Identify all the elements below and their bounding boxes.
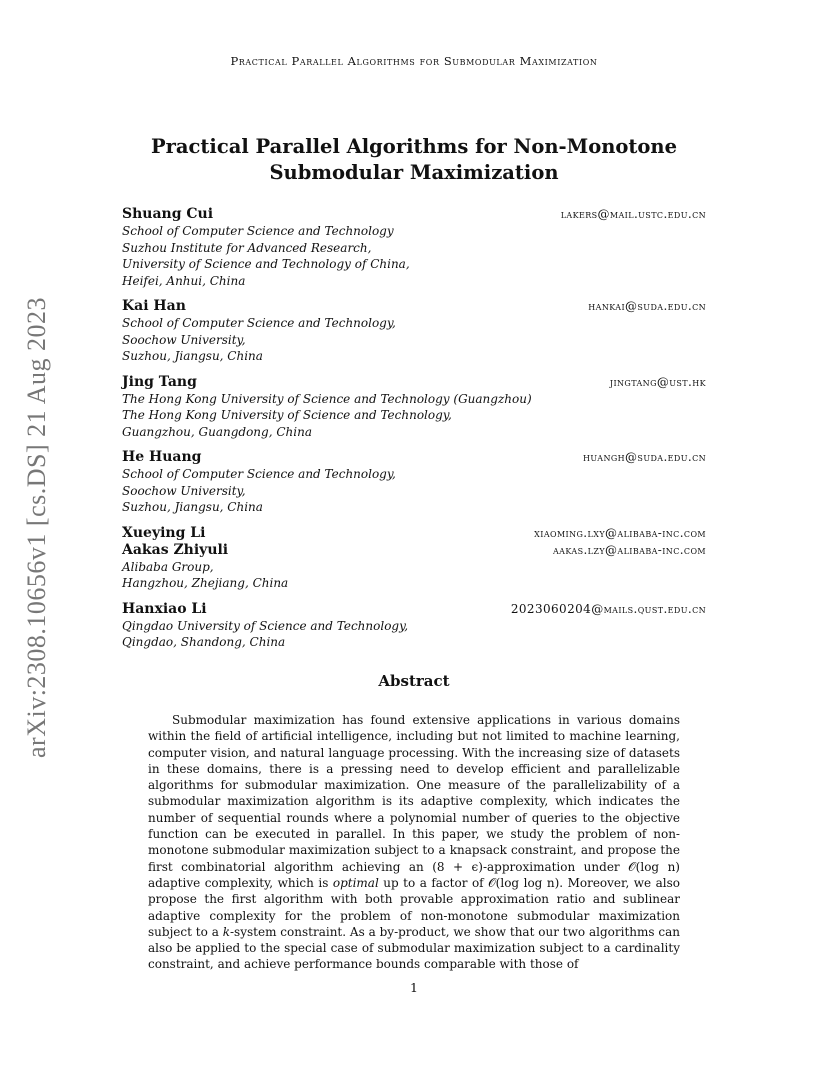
author-block xyxy=(122,449,706,516)
abstract-text: . Moreover, we also propose the first algorithm with both provable approximation ratio and sublinear adaptive complexity for the problem of non-monotone submodular maximization subject to a xyxy=(148,875,680,939)
adaptive-complexity: 𝒪(log n) xyxy=(628,859,680,874)
affiliation-line: University of Science and Technology of China, xyxy=(122,257,410,271)
affiliation-line: The Hong Kong University of Science and Technology (Guangzhou) xyxy=(122,391,532,406)
author-block xyxy=(122,601,706,651)
author-name: Shuang Cui xyxy=(122,206,214,222)
abstract-paragraph xyxy=(148,712,680,973)
author-block xyxy=(122,374,706,441)
author-email: 2023060204@mails.qust.edu.cn xyxy=(510,601,706,616)
affiliation-line: Alibaba Group, xyxy=(122,559,214,574)
abstract-text: Submodular maximization has found extensive applications in various domains within the field of artificial intelligence, including but not limited to machine learning, computer vision, and natural language processing. With the increasing size of datasets in these domains, there is a pressing need to develop efficient and parallelizable algorithms for submodular maximization. One measure of the parallelizability of a submodular maximization algorithm is its adaptive complexity, which indicates the number of sequential rounds where a polynomial number of queries to the objective function can be executed in parallel. In this paper, we study the problem of non-monotone submodular maximization subject to a knapsack constraint, and propose the first combinatorial algorithm achieving an xyxy=(148,713,680,874)
abstract-text: adaptive complexity, which is xyxy=(148,875,333,890)
arxiv-side-stamp: arXiv:2308.10656v1 [cs.DS] 21 Aug 2023 xyxy=(22,297,51,758)
approximation-ratio: (8 + ϵ) xyxy=(432,859,483,874)
affiliation-line: Guangzhou, Guangdong, China xyxy=(122,424,312,439)
affiliation-line: Heifei, Anhui, China xyxy=(122,273,246,288)
abstract-text: -approximation under xyxy=(482,859,629,874)
factor-expression: 𝒪(log log n) xyxy=(488,875,560,890)
affiliation-line: Suzhou, Jiangsu, China xyxy=(122,500,263,514)
author-list xyxy=(122,206,706,660)
affiliation-line: Qingdao, Shandong, China xyxy=(122,635,286,649)
author-name: Kai Han xyxy=(122,298,186,314)
emphasis-optimal: optimal xyxy=(332,875,379,890)
author-name: Aakas Zhiyuli xyxy=(122,541,229,558)
abstract-text: -system constraint. As a by-product, we show that our two algorithms can also be applied to the special case of submodular maximization subject to a cardinality constraint, and achieve performance bounds comparable with those of xyxy=(148,924,680,972)
running-head: Practical Parallel Algorithms for Submodular Maximization xyxy=(230,54,598,68)
author-email: hankai@suda.edu.cn xyxy=(588,299,706,313)
affiliation-line: School of Computer Science and Technology xyxy=(122,224,394,238)
paper-title xyxy=(0,134,828,186)
abstract-text: up to a factor of xyxy=(378,875,489,890)
k-variable: k xyxy=(222,924,230,939)
affiliation-line: Suzhou, Jiangsu, China xyxy=(122,349,263,363)
affiliation-line: Suzhou Institute for Advanced Research, xyxy=(122,240,372,255)
abstract-heading: Abstract xyxy=(378,672,450,690)
author-email: aakas.lzy@alibaba-inc.com xyxy=(552,542,706,557)
author-name: Xueying Li xyxy=(122,524,206,541)
affiliation-line: The Hong Kong University of Science and Technology, xyxy=(122,408,452,422)
title-line-1: Practical Parallel Algorithms for Non-Monotone xyxy=(150,135,678,158)
author-email: huangh@suda.edu.cn xyxy=(583,450,706,464)
affiliation-line: Hangzhou, Zhejiang, China xyxy=(122,576,289,590)
affiliation-line: Qingdao University of Science and Technology, xyxy=(122,618,409,633)
author-name: He Huang xyxy=(122,449,202,465)
page-number: 1 xyxy=(410,980,418,995)
author-block xyxy=(122,206,706,289)
title-line-2: Submodular Maximization xyxy=(269,161,559,184)
affiliation-line: Soochow University, xyxy=(122,483,246,498)
author-block xyxy=(122,298,706,365)
author-email: xiaoming.lxy@alibaba-inc.com xyxy=(534,525,706,540)
affiliation-line: School of Computer Science and Technology, xyxy=(122,316,396,330)
abstract-body xyxy=(148,712,680,973)
author-name: Jing Tang xyxy=(122,373,197,390)
author-email: jingtang@ust.hk xyxy=(609,374,706,389)
author-block xyxy=(122,525,706,592)
affiliation-line: Soochow University, xyxy=(122,332,246,347)
author-name: Hanxiao Li xyxy=(122,600,207,617)
author-email: lakers@mail.ustc.edu.cn xyxy=(560,207,706,221)
affiliation-line: School of Computer Science and Technology, xyxy=(122,467,396,481)
